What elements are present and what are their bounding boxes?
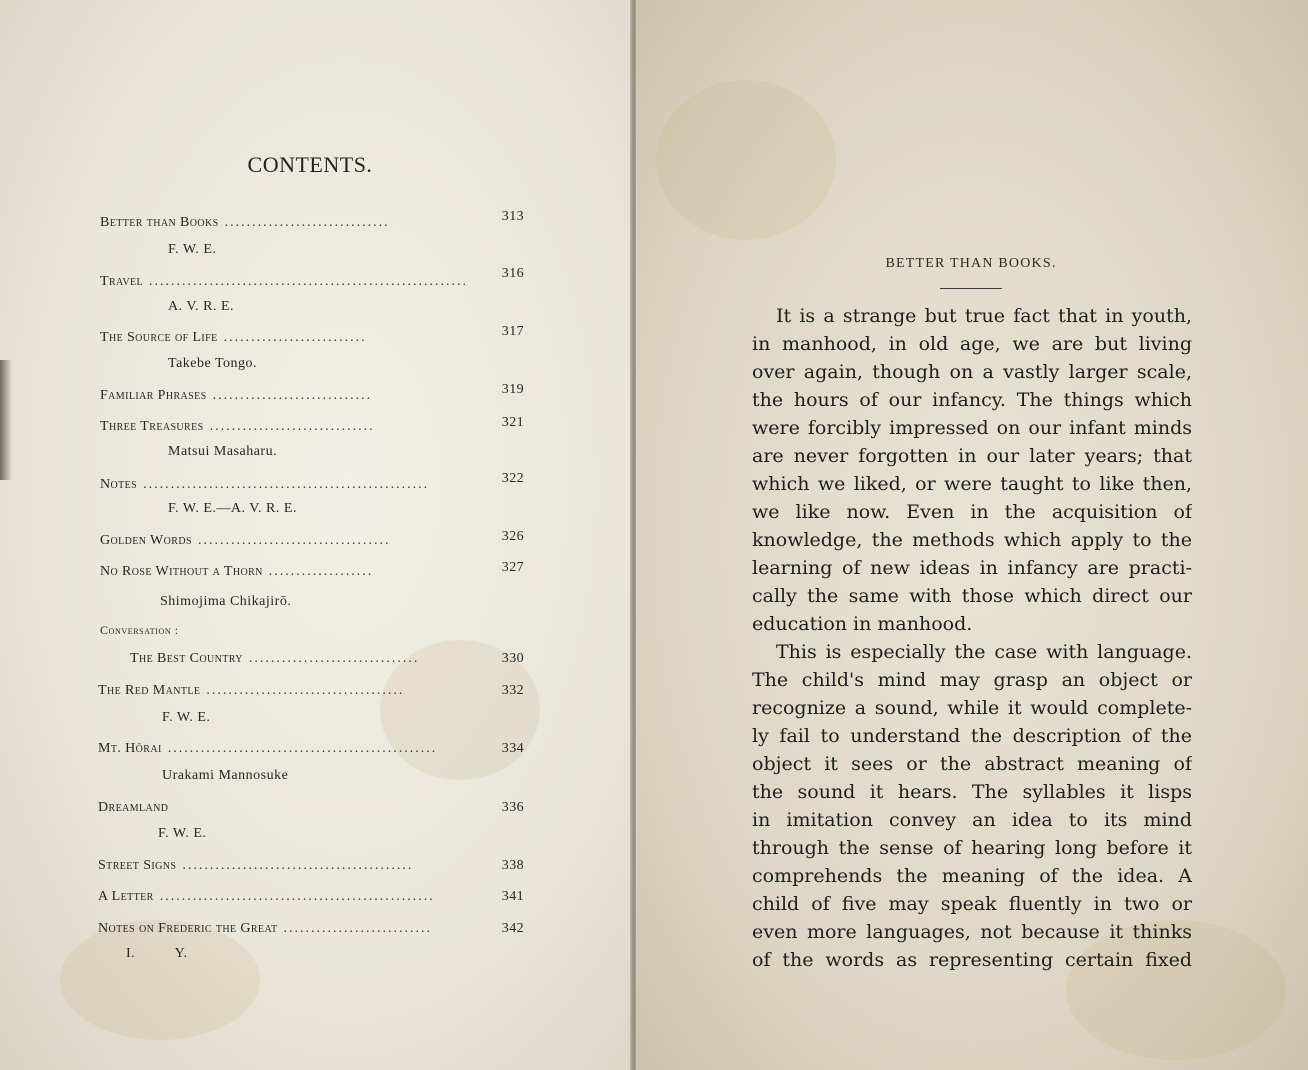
toc-entry	[100, 266, 524, 294]
toc-entry-title: Notes on Frederic the Great	[98, 921, 278, 936]
toc-entry	[100, 471, 524, 497]
toc-entry-page: 334	[501, 741, 524, 756]
article-line: The child's mind may grasp an object or	[752, 669, 1192, 691]
toc-entry-author: A. V. R. E.	[168, 299, 235, 314]
contents-list	[0, 0, 632, 1070]
article-line: even more languages, not because it thinks	[752, 921, 1192, 943]
toc-entry-title: Street Signs	[98, 858, 177, 873]
toc-leader-dots: ..............................	[224, 215, 390, 230]
toc-entry-title: Notes	[100, 477, 138, 492]
toc-leader-dots: ..........................................................	[149, 274, 468, 289]
toc-entry-title: Better than Books	[100, 215, 219, 230]
article-line: the hours of our infancy. The things which	[752, 389, 1192, 411]
toc-leader-dots: ..........................	[223, 330, 367, 345]
toc-entry	[100, 529, 524, 553]
toc-entry-page: 317	[501, 324, 524, 339]
toc-leader-dots: ...............................	[248, 651, 420, 666]
toc-entry-author: F. W. E.	[158, 826, 207, 841]
toc-leader-dots: ..................................................	[159, 889, 435, 904]
toc-entry	[98, 741, 524, 761]
toc-entry-author: Urakami Mannosuke	[162, 768, 289, 783]
contents-page	[0, 0, 632, 1070]
page-edge-shadow	[0, 360, 12, 480]
article-line: in imitation convey an idea to its mind	[752, 809, 1192, 831]
toc-entry	[98, 921, 524, 941]
toc-leader-dots: .............................	[212, 388, 373, 403]
article-line: object it sees or the abstract meaning of	[752, 753, 1192, 775]
toc-leader-dots: ....................................................	[143, 477, 430, 492]
toc-entry-title: Travel	[100, 274, 143, 289]
toc-entry-author: F. W. E.	[168, 242, 217, 257]
toc-entry-page: 332	[501, 683, 524, 698]
toc-entry-title: Three Treasures	[100, 419, 204, 434]
article-heading: BETTER THAN BOOKS.	[885, 256, 1057, 271]
article-line: knowledge, the methods which apply to the	[752, 529, 1192, 551]
article-line: This is especially the case with language.	[776, 641, 1192, 663]
paper-stain	[656, 80, 836, 240]
toc-entry	[100, 415, 524, 439]
toc-entry	[130, 651, 524, 671]
toc-entry-page: 321	[501, 415, 524, 430]
toc-entry-author: I. Y.	[126, 946, 188, 961]
toc-entry-author: F. W. E.	[162, 710, 211, 725]
toc-entry-page: 316	[501, 266, 524, 281]
toc-leader-dots: ...........................	[283, 921, 432, 936]
article-line: It is a strange but true fact that in youth,	[776, 305, 1192, 327]
toc-entry-title: Mt. Hōrai	[98, 741, 162, 756]
toc-entry-author: Takebe Tongo.	[168, 356, 258, 371]
toc-entry-page: 342	[501, 921, 524, 936]
toc-entry	[100, 560, 524, 584]
toc-entry	[98, 683, 524, 703]
article-line: education in manhood.	[752, 613, 973, 635]
toc-entry-title: No Rose Without a Thorn	[100, 564, 263, 579]
toc-entry-page: 326	[501, 529, 524, 544]
toc-entry-author: F. W. E.—A. V. R. E.	[168, 501, 297, 516]
toc-entry	[100, 209, 524, 235]
toc-entry-title: A Letter	[98, 889, 154, 904]
toc-entry	[100, 324, 524, 350]
article-line: of the words as representing certain fixed	[752, 949, 1192, 971]
toc-entry-page: 327	[501, 560, 524, 575]
article-line: which we liked, or were taught to like then,	[752, 473, 1192, 495]
toc-entry	[98, 858, 524, 878]
article-line: were forcibly impressed on our infant minds	[752, 417, 1192, 439]
toc-entry	[98, 889, 524, 909]
toc-entry-page: 319	[501, 382, 524, 397]
toc-entry-title: The Red Mantle	[98, 683, 201, 698]
toc-leader-dots: ..........................................	[182, 858, 414, 873]
heading-rule	[940, 288, 1002, 289]
article-line: in manhood, in old age, we are but living	[752, 333, 1192, 355]
toc-leader-dots: ....................................	[206, 683, 405, 698]
article-line: cally the same with those which direct our	[752, 585, 1192, 607]
article-line: over again, though on a vastly larger scale,	[752, 361, 1192, 383]
contents-title: CONTENTS.	[247, 152, 373, 177]
article-line: child of five may speak fluently in two or	[752, 893, 1192, 915]
toc-entry-author: Shimojima Chikajirō.	[160, 594, 292, 609]
toc-entry-page: 336	[501, 800, 524, 815]
toc-entry	[100, 382, 524, 408]
toc-entry-author: Matsui Masaharu.	[168, 444, 278, 459]
toc-entry-title: Dreamland	[98, 800, 169, 815]
toc-entry-page: 338	[501, 858, 524, 873]
toc-entry-page: 341	[501, 889, 524, 904]
toc-entry-title: The Source of Life	[100, 330, 218, 345]
toc-entry-page: 322	[501, 471, 524, 486]
article-line: through the sense of hearing long before it	[752, 837, 1192, 859]
toc-leader-dots: .................................................	[167, 741, 438, 756]
toc-leader-dots: ...................	[268, 564, 374, 579]
toc-entry-page: 330	[501, 651, 524, 666]
toc-entry-title: The Best Country	[130, 651, 243, 666]
toc-entry-title: Familiar Phrases	[100, 388, 207, 403]
article-line: recognize a sound, while it would complete-	[752, 697, 1192, 719]
article-line: comprehends the meaning of the idea. A	[752, 865, 1192, 887]
toc-leader-dots: ..............................	[209, 419, 375, 434]
toc-leader-dots: ...................................	[197, 533, 391, 548]
toc-entry-page: 313	[501, 209, 524, 224]
article-line: the sound it hears. The syllables it lisps	[752, 781, 1192, 803]
toc-entry	[98, 800, 524, 820]
article-line: ly fail to understand the description of the	[752, 725, 1192, 747]
article-line: we like now. Even in the acquisition of	[752, 501, 1192, 523]
toc-section-heading: Conversation :	[100, 623, 179, 637]
article-line: are never forgotten in our later years; that	[752, 445, 1192, 467]
article-line: learning of new ideas in infancy are practi-	[752, 557, 1192, 579]
toc-entry-title: Golden Words	[100, 533, 192, 548]
